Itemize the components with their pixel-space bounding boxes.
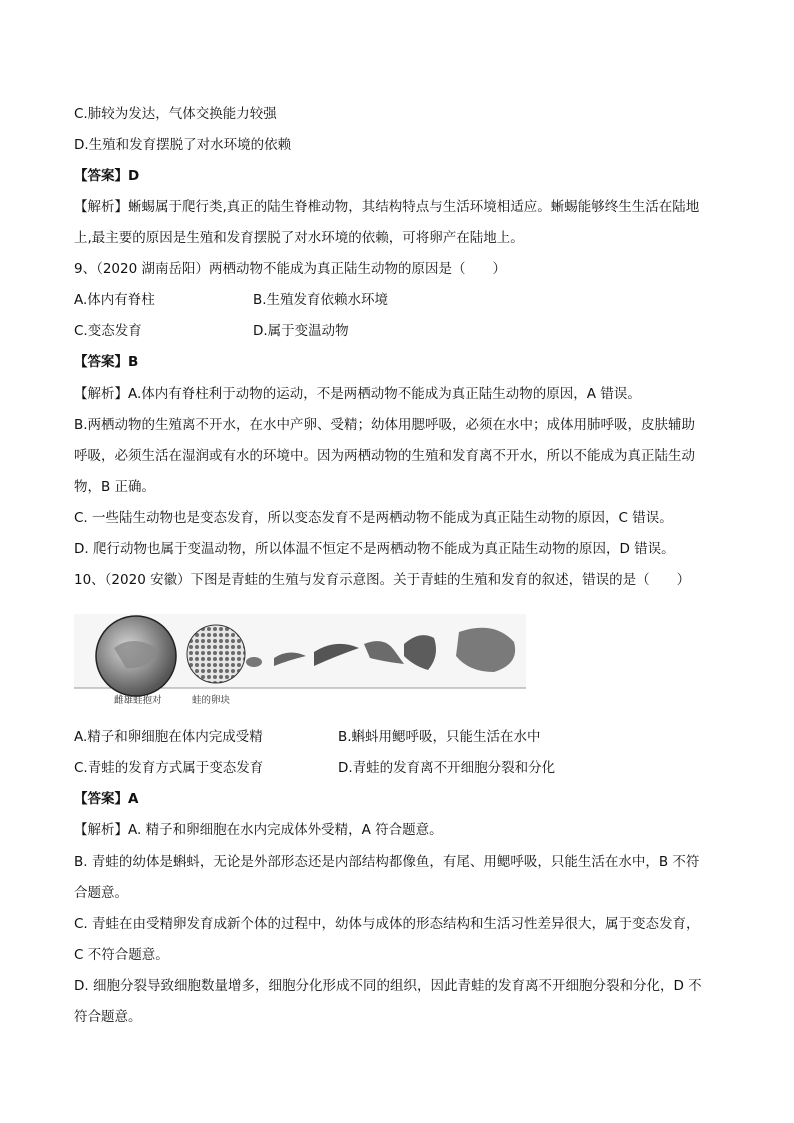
q8-option-c: C.肺较为发达，气体交换能力较强 (74, 106, 277, 122)
q10-stem: 10、（2020 安徽）下图是青蛙的生殖与发育示意图。关于青蛙的生殖和发育的叙述，错误的是（ ） (74, 572, 691, 588)
figure-caption-mating: 雌雄蛙抱对 (114, 695, 162, 706)
q10-option-d: D.青蛙的发育离不开细胞分裂和分化 (338, 760, 556, 776)
q10-answer: 【答案】A (74, 791, 139, 807)
q10-explanation-c-line-2: C 不符合题意。 (74, 947, 169, 963)
q10-explanation-a: 【解析】A. 精子和卵细胞在水内完成体外受精，A 符合题意。 (74, 822, 443, 838)
q10-option-c: C.青蛙的发育方式属于变态发育 (74, 760, 264, 776)
q10-explanation-d-line-2: 符合题意。 (74, 1009, 142, 1025)
embryo-icon (246, 657, 262, 667)
q8-explanation-line-2: 上,最主要的原因是生殖和发育摆脱了对水环境的依赖，可将卵产在陆地上。 (74, 230, 524, 246)
q9-option-a: A.体内有脊柱 (74, 292, 155, 308)
q10-explanation-b-line-2: 合题意。 (74, 885, 128, 901)
figure-caption-egg-mass: 蛙的卵块 (192, 695, 231, 706)
q10-explanation-b-line-1: B. 青蛙的幼体是蝌蚪，无论是外部形态还是内部结构都像鱼，有尾、用鳃呼吸，只能生活在水中，B 不符 (74, 854, 700, 870)
q9-stem: 9、（2020 湖南岳阳）两栖动物不能成为真正陆生动物的原因是（ ） (74, 261, 506, 277)
q9-explanation-a: 【解析】A.体内有脊柱利于动物的运动，不是两栖动物不能成为真正陆生动物的原因，A 错误。 (74, 386, 641, 402)
q9-option-c: C.变态发育 (74, 323, 142, 339)
q9-explanation-b-line-3: 物，B 正确。 (74, 479, 156, 495)
q9-explanation-c: C. 一些陆生动物也是变态发育，所以变态发育不是两栖动物不能成为真正陆生动物的原因，C 错误。 (74, 510, 673, 526)
q9-option-b: B.生殖发育依赖水环境 (253, 292, 389, 308)
q9-explanation-d: D. 爬行动物也属于变温动物，所以体温不恒定不是两栖动物不能成为真正陆生动物的原因，D 错误。 (74, 541, 675, 557)
q8-answer: 【答案】D (74, 168, 140, 184)
q10-explanation-c-line-1: C. 青蛙在由受精卵发育成新个体的过程中，幼体与成体的形态结构和生活习性差异很大，属于变态发育， (74, 916, 700, 932)
q8-explanation-line-1: 【解析】蜥蜴属于爬行类,真正的陆生脊椎动物，其结构特点与生活环境相适应。蜥蜴能够终生生活在陆地 (74, 199, 700, 215)
q9-answer: 【答案】B (74, 354, 139, 370)
frog-egg-mass-image (187, 625, 245, 683)
q8-option-d: D.生殖和发育摆脱了对水环境的依赖 (74, 137, 292, 153)
q10-option-a: A.精子和卵细胞在体内完成受精 (74, 729, 263, 745)
q9-explanation-b-line-1: B.两栖动物的生殖离不开水，在水中产卵、受精；幼体用腮呼吸，必须在水中；成体用肺呼吸，皮肤辅助 (74, 417, 696, 433)
frog-lifecycle-figure (74, 608, 526, 708)
q9-explanation-b-line-2: 呼吸，必须生活在湿润或有水的环境中。因为两栖动物的生殖和发育离不开水，所以不能成为真正陆生动 (74, 448, 695, 464)
q9-option-d: D.属于变温动物 (253, 323, 349, 339)
q10-option-b: B.蝌蚪用鳃呼吸，只能生活在水中 (338, 729, 541, 745)
q10-explanation-d-line-1: D. 细胞分裂导致细胞数量增多，细胞分化形成不同的组织，因此青蛙的发育离不开细胞分裂和分化，D 不 (74, 978, 702, 994)
